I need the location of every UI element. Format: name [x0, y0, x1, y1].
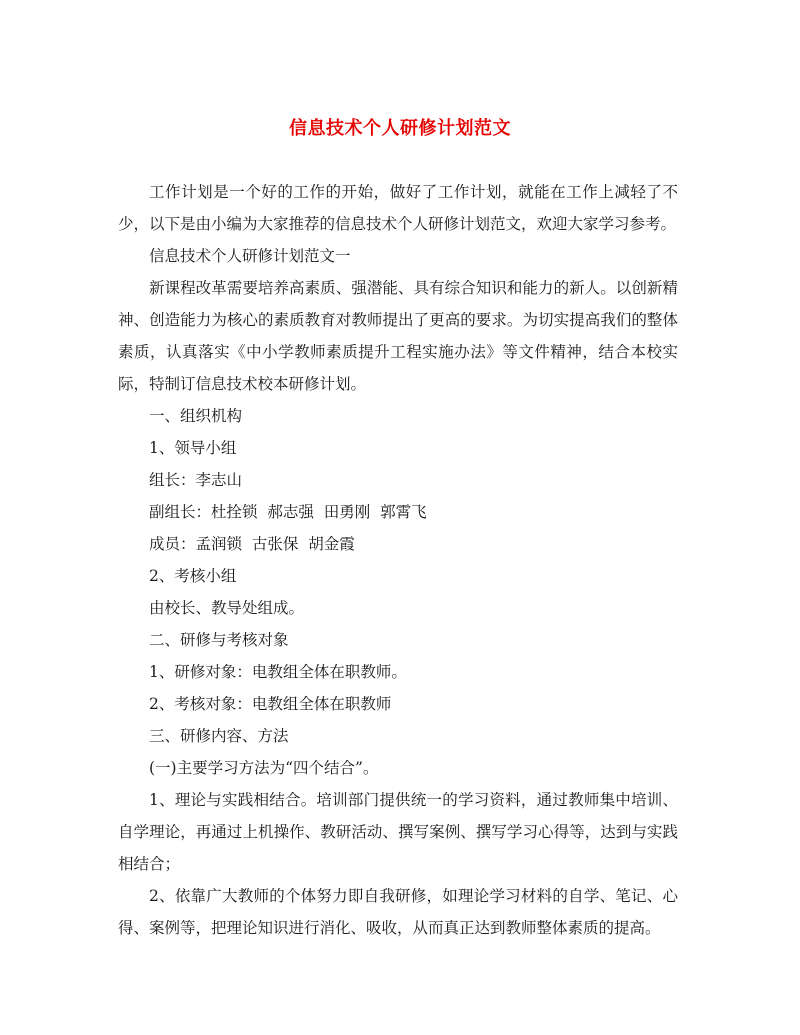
study-target-line: 1、研修对象：电教组全体在职教师。	[149, 663, 407, 681]
deputy-leaders-line: 副组长：杜拴锁 郝志强 田勇刚 郭霄飞	[149, 503, 427, 521]
intro-paragraph: 工作计划是一个好的工作的开始，做好了工作计划，就能在工作上减轻了不少，以下是由小编为大家推荐的信息技术个人研修计划范文，欢迎大家学习参考。	[118, 183, 678, 233]
subsection-heading-assessment-group: 2、考核小组	[149, 567, 237, 585]
method-one-paragraph: 1、理论与实践相结合。培训部门提供统一的学习资料，通过教师集中培训、自学理论，再通过上机操作、教研活动、撰写案例、撰写学习心得等，达到与实践相结合；	[118, 791, 678, 873]
methods-intro-line: (一)主要学习方法为“四个结合”。	[149, 759, 379, 777]
section-heading-targets: 二、研修与考核对象	[149, 631, 289, 649]
leader-line: 组长：李志山	[149, 471, 243, 489]
assessment-target-line: 2、考核对象：电教组全体在职教师	[149, 695, 392, 713]
section-heading-organization: 一、组织机构	[149, 407, 243, 425]
subsection-heading-leadership: 1、领导小组	[149, 439, 237, 457]
background-paragraph: 新课程改革需要培养高素质、强潜能、具有综合知识和能力的新人。以创新精神、创造能力为核心的素质教育对教师提出了更高的要求。为切实提高我们的整体素质，认真落实《中小学教师素质提升工程实施办法》等文件精神，结合本校实际，特制订信息技术校本研修计划。	[118, 279, 678, 393]
sample-heading: 信息技术个人研修计划范文一	[149, 247, 351, 265]
assessment-group-line: 由校长、教导处组成。	[149, 599, 305, 617]
section-heading-content-methods: 三、研修内容、方法	[149, 727, 289, 745]
method-two-paragraph: 2、依靠广大教师的个体努力即自我研修，如理论学习材料的自学、笔记、心得、案例等，把理论知识进行消化、吸收，从而真正达到教师整体素质的提高。	[118, 887, 678, 937]
members-line: 成员：孟润锁 古张保 胡金霞	[149, 535, 355, 553]
document-body	[118, 176, 678, 944]
document-title: 信息技术个人研修计划范文	[289, 118, 511, 139]
